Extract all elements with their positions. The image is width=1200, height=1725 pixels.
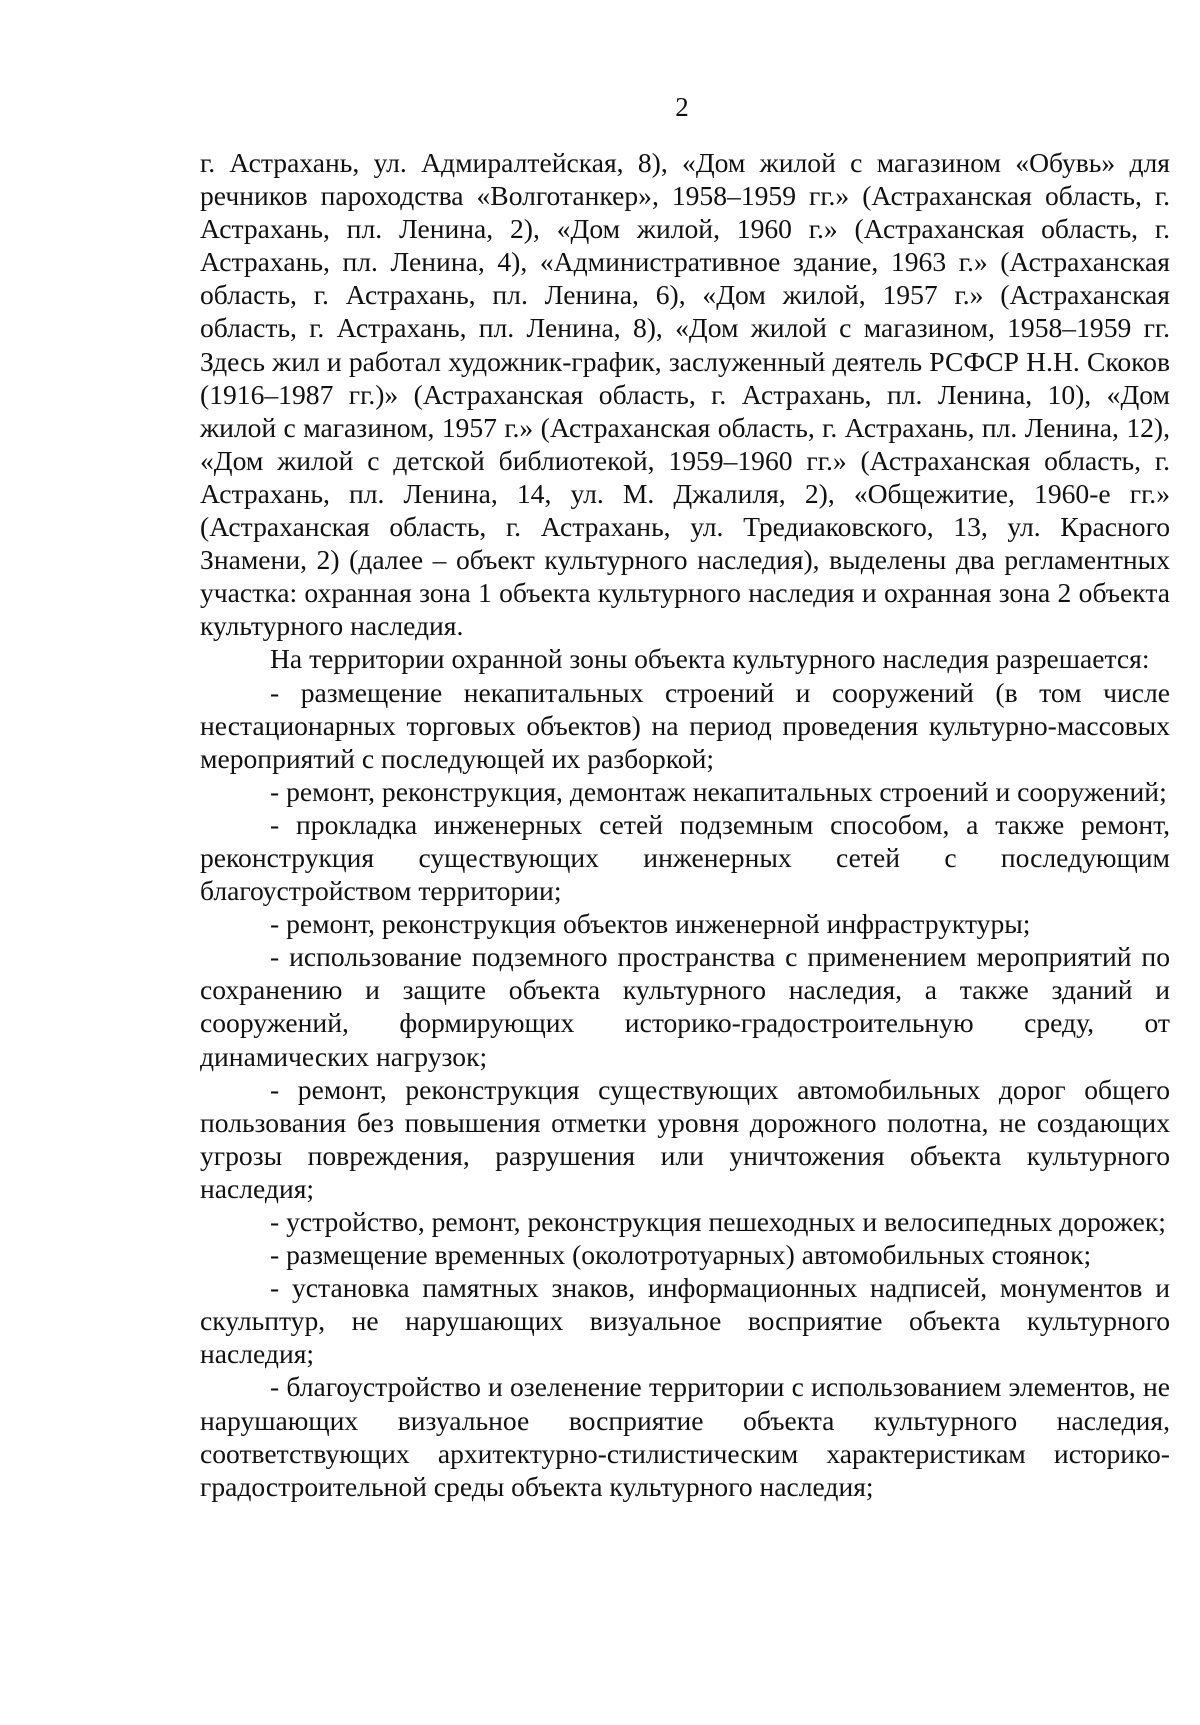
list-item-temporary-parking: - размещение временных (околотротуарных) автомобильных стоянок; [270,1239,1092,1271]
list-item-repair-temporary-structures: - ремонт, реконструкция, демонтаж некапитальных строений и сооружений; [270,775,1167,807]
paragraph-protected-objects-list: г. Астрахань, ул. Адмиралтейская, 8), «Дом жилой с магазином «Обувь» для речников пароходства «Волготанкер», 1958–1959 гг.» (Астраханская область, г. Астрахань, пл. Ленина, 2), «Дом жилой, 1960 г.» (Астраханская область, г. Астрахань, пл. Ленина, 4), «Административное здание, 1963 г.» (Астраханская область, г. Астрахань, пл. Ленина, 6), «Дом жилой, 1957 г.» (Астраханская область, г. Астрахань, пл. Ленина, 8), «Дом жилой с магазином, 1958–1959 гг. Здесь жил и работал художник-график, заслуженный деятель РСФСР Н.Н. Скоков (1916–1987 гг.)» (Астраханская область, г. Астрахань, пл. Ленина, 10), «Дом жилой с магазином, 1957 г.» (Астраханская область, г. Астрахань, пл. Ленина, 12), «Дом жилой с детской библиотекой, 1959–1960 гг.» (Астраханская область, г. Астрахань, пл. Ленина, 14, ул. М. Джалиля, 2), «Общежитие, 1960-е гг.» (Астраханская область, г. Астрахань, ул. Тредиаковского, 13, ул. Красного Знамени, 2) (далее – объект культурного наследия), выделены два регламентных участка: охранная зона 1 объекта культурного наследия и охранная зона 2 объекта культурного наследия. [200,147,1170,642]
list-item-landscaping: - благоустройство и озеленение территории с использованием элементов, не нарушающих визуальное восприятие объекта культурного наследия, соответствующих архитектурно-стилистическим характеристикам историко-градостроительной среды объекта культурного наследия; [200,1371,1170,1502]
list-item-roads-repair: - ремонт, реконструкция существующих автомобильных дорог общего пользования без повышения отметки уровня дорожного полотна, не создающих угрозы повреждения, разрушения или уничтожения объекта культурного наследия; [200,1073,1170,1204]
page-number: 2 [675,92,689,122]
list-item-temporary-structures: - размещение некапитальных строений и сооружений (в том числе нестационарных торговых объектов) на период проведения культурно-массовых мероприятий с последующей их разборкой; [200,676,1170,774]
document-body [200,146,1170,1503]
list-item-engineering-networks: - прокладка инженерных сетей подземным способом, а также ремонт, реконструкция существующих инженерных сетей с последующим благоустройством территории; [200,808,1170,907]
list-item-pedestrian-paths: - устройство, ремонт, реконструкция пешеходных и велосипедных дорожек; [270,1206,1166,1237]
list-item-engineering-infrastructure: - ремонт, реконструкция объектов инженерной инфраструктуры; [270,908,1031,940]
list-item-underground-space: - использование подземного пространства с применением мероприятий по сохранению и защите объекта культурного наследия, а также зданий и сооружений, формирующих историко-градостроительную среду, от динамических нагрузок; [200,941,1170,1072]
paragraph-permitted-intro: На территории охранной зоны объекта культурного наследия разрешается: [270,643,1150,675]
list-item-memorial-signs: - установка памятных знаков, информационных надписей, монументов и скульптур, не нарушающих визуальное восприятие объекта культурного наследия; [200,1272,1170,1370]
